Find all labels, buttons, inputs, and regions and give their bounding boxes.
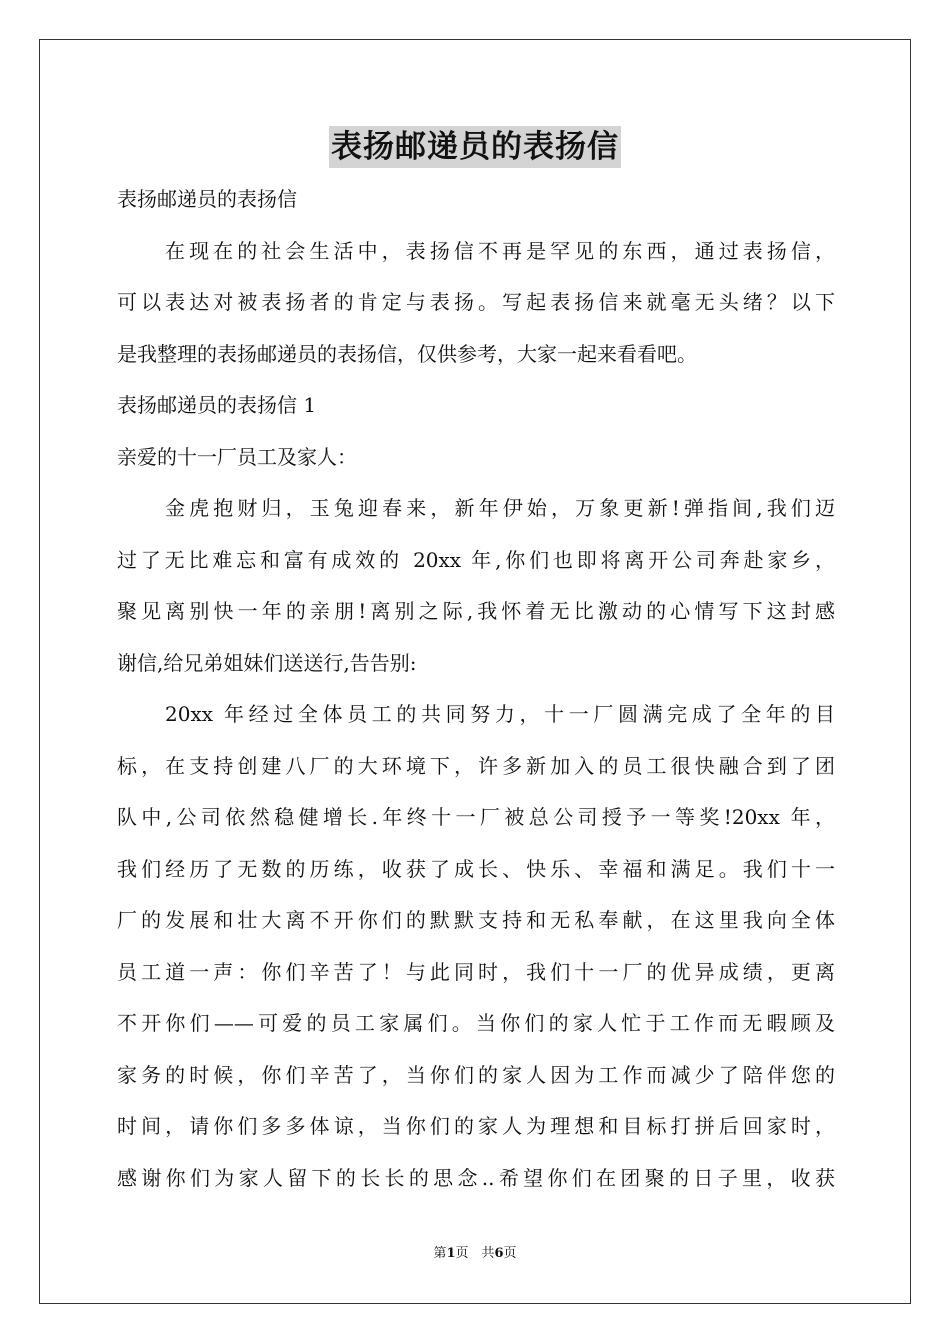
text-line: 我们经历了无数的历练，收获了成长、快乐、幸福和满足。我们十一 bbox=[117, 856, 835, 881]
text-line: 不开你们——可爱的员工家属们。当你们的家人忙于工作而无暇顾及 bbox=[117, 1011, 835, 1035]
footer-prefix: 第 bbox=[433, 1246, 447, 1261]
text-line: 可以表达对被表扬者的肯定与表扬。写起表扬信来就毫无头绪？以下 bbox=[117, 290, 835, 314]
text-line: 20xx 年经过全体员工的共同努力，十一厂圆满完成了全年的目 bbox=[165, 702, 835, 726]
text-line: 聚见离别快一年的亲朋!离别之际,我怀着无比激动的心情写下这封感 bbox=[117, 599, 835, 623]
document-title: 表扬邮递员的表扬信 bbox=[329, 126, 621, 168]
text-line: 是我整理的表扬邮递员的表扬信，仅供参考，大家一起来看看吧。 bbox=[117, 341, 697, 366]
footer-total-pages: 6 bbox=[494, 1246, 504, 1261]
text-line: 标，在支持创建八厂的大环境下，许多新加入的员工很快融合到了团 bbox=[117, 753, 835, 778]
text-line: 过了无比难忘和富有成效的 20xx 年,你们也即将离开公司奔赴家乡， bbox=[117, 547, 835, 572]
text-line: 厂的发展和壮大离不开你们的默默支持和无私奉献，在这里我向全体 bbox=[117, 908, 835, 932]
text-line: 金虎抱财归，玉兔迎春来，新年伊始，万象更新!弹指间,我们迈 bbox=[165, 496, 835, 520]
text-line: 表扬邮递员的表扬信 1 bbox=[117, 393, 317, 417]
text-line: 亲爱的十一厂员工及家人： bbox=[117, 444, 357, 469]
text-line: 谢信,给兄弟姐妹们送送行,告告别: bbox=[117, 650, 417, 675]
text-line: 时间，请你们多多体谅，当你们的家人为理想和目标打拼后回家时， bbox=[117, 1114, 835, 1138]
title-area bbox=[0, 126, 950, 168]
text-line: 员工道一声：你们辛苦了！与此同时，我们十一厂的优异成绩，更离 bbox=[117, 959, 835, 984]
document-body bbox=[117, 178, 835, 1208]
text-line: 表扬邮递员的表扬信 bbox=[117, 187, 297, 211]
text-line: 感谢你们为家人留下的长长的思念..希望你们在团聚的日子里，收获 bbox=[117, 1165, 835, 1190]
footer-current-page: 1 bbox=[446, 1246, 456, 1261]
text-line: 队中,公司依然稳健增长.年终十一厂被总公司授予一等奖!20xx 年， bbox=[117, 805, 835, 829]
footer-suffix: 页 bbox=[503, 1246, 517, 1261]
page-footer bbox=[0, 1245, 950, 1263]
footer-mid: 页 共 bbox=[455, 1246, 495, 1261]
text-line: 在现在的社会生活中，表扬信不再是罕见的东西，通过表扬信， bbox=[165, 238, 835, 263]
text-line: 家务的时候，你们辛苦了，当你们的家人因为工作而减少了陪伴您的 bbox=[117, 1062, 835, 1087]
